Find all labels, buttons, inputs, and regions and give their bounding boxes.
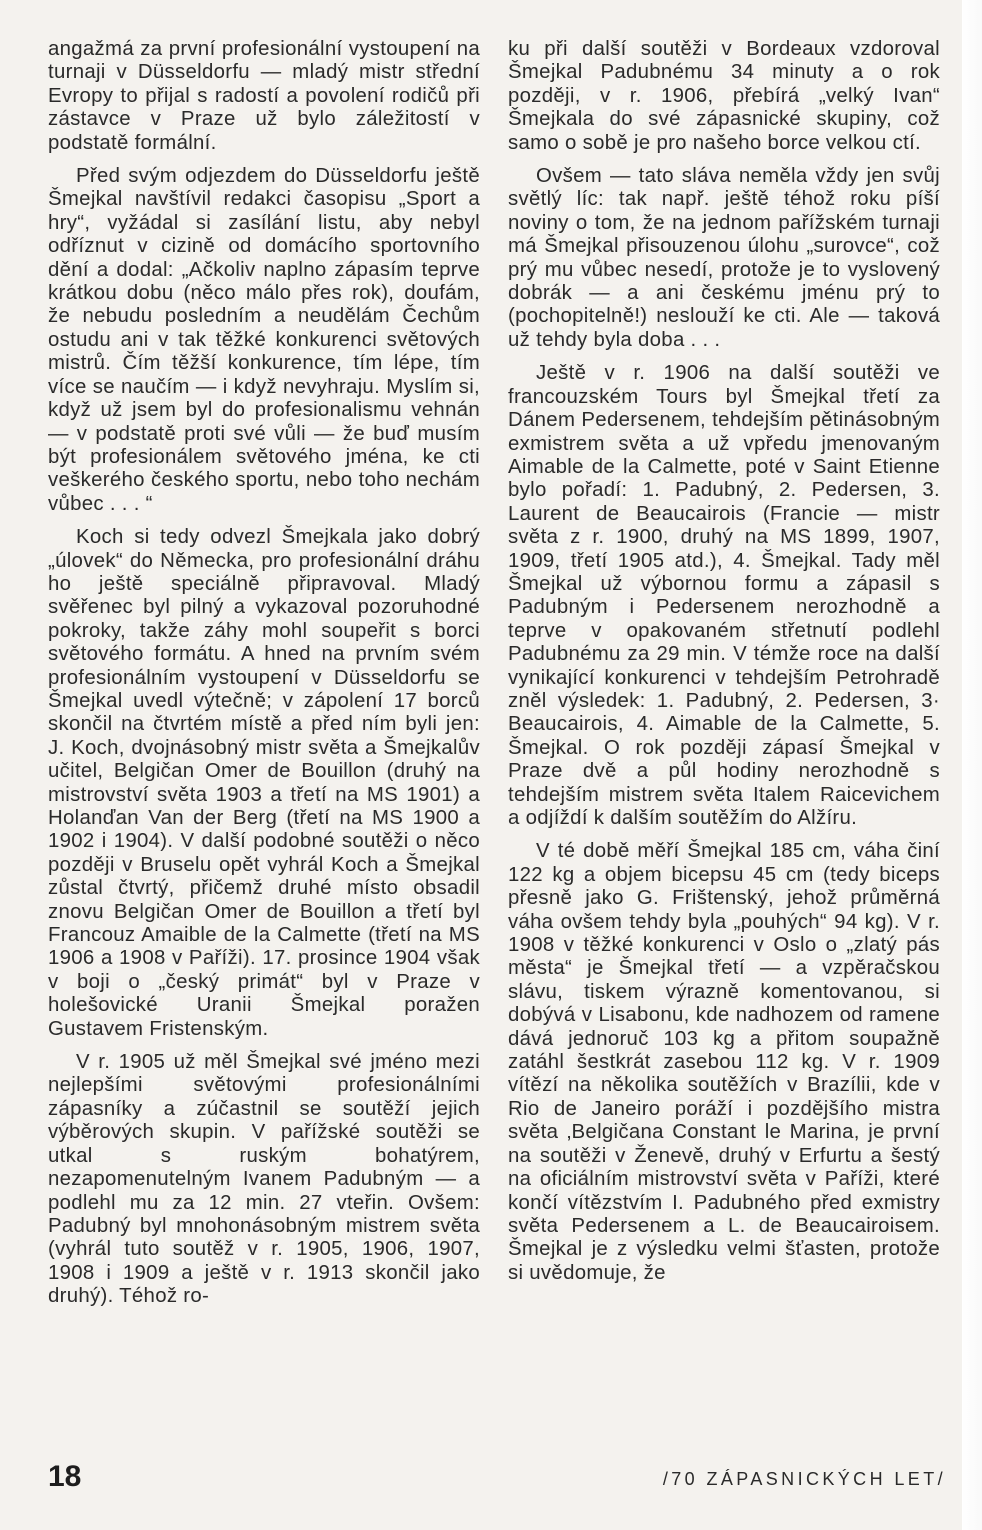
right-text-column [508,38,940,1295]
paragraph: ku při další soutěži v Bordeaux vzdoroval Šmejkal Padubnému 34 minuty a o rok později, v r. 1906, přebírá „velký Ivan“ Šmejkala do své zápasnické skupiny, což samo o sobě je pro našeho borce velkou ctí. [508,38,940,154]
running-title: /70 ZÁPASNICKÝCH LET/ [662,1469,946,1489]
page-number: 18 [48,1460,82,1493]
left-text-column [48,38,480,1319]
paragraph: Ještě v r. 1906 na další soutěži ve francouzském Tours byl Šmejkal třetí za Dánem Pedersenem, tehdejším pětinásobným exmistrem světa a už vpředu jmenovaným Aimable de la Calmette, poté v Saint Etienne bylo pořadí: 1. Padubný, 2. Pedersen, 3. Laurent de Beaucairois (Francie — mistr světa z r. 1900, druhý na MS 1899, 1907, 1909, třetí 1905 atd.), 4. Šmejkal. Tady měl Šmejkal už výbornou formu a zápasil s Padubným i Pedersenem nerozhodně a teprve v opakovaném střetnutí podlehl Padubnému za 29 min. V témže roce na další vynikající konkurenci v tehdejším Petrohradě zněl výsledek: 1. Padubný, 2. Pedersen, 3· Beaucairois, 4. Aimable de la Calmette, 5. Šmejkal. O rok později zápasí Šmejkal v Praze dvě a půl hodiny nerozhodně s tehdejším mistrem světa Italem Raicevichem a odjíždí k dalším soutěžím do Alžíru. [508,362,940,829]
page-edge [962,0,982,1530]
paragraph: Před svým odjezdem do Düsseldorfu ještě Šmejkal navštívil redakci časopisu „Sport a hry“, vyžádal si zasílání listu, aby nebyl odříznut v cizině od domácího sportovního dění a dodal: „Ačkoliv naplno zápasím teprve krátkou dobu (něco málo přes rok), doufám, že nebudu posledním a neudělám Čechům ostudu ani v tak těžké konkurenci světových mistrů. Čím těžší konkurence, tím lépe, tím více se naučím — i když nevyhraju. Myslím si, když už jsem byl do profesionalismu vehnán — v podstatě proti své vůli — že buď musím být profesionálem světového jména, ke cti veškerého českého sportu, nebo toho nechám vůbec . . . “ [48,165,480,515]
paragraph: Koch si tedy odvezl Šmejkala jako dobrý „úlovek“ do Německa, pro profesionální dráhu ho ještě speciálně připravoval. Mladý svěřenec byl pilný a vykazoval pozoruhodné pokroky, takže záhy mohl soupeřit s borci světového formátu. A hned na prvním svém profesionálním vystoupení v Düsseldorfu se Šmejkal uvedl výtečně; v zápolení 17 borců skončil na čtvrtém místě a před ním byli jen: J. Koch, dvojnásobný mistr světa a Šmejkalův učitel, Belgičan Omer de Bouillon (druhý na mistrovství světa 1903 a třetí na MS 1901) a Holanďan Van der Berg (třetí na MS 1900 a 1902 i 1904). V další podobné soutěži o něco později v Bruselu opět vyhrál Koch a Šmejkal zůstal čtvrtý, přičemž druhé místo obsadil znovu Belgičan Omer de Bouillon a třetí byl Francouz Amaible de la Calmette (třetí na MS 1906 a 1908 v Paříži). 17. prosince 1904 však v boji o „český primát“ byl v Praze v holešovické Uranii Šmejkal poražen Gustavem Fristenským. [48,526,480,1040]
paragraph: V té době měří Šmejkal 185 cm, váha činí 122 kg a objem bicepsu 45 cm (tedy biceps přesně jako G. Frištenský, jehož průměrná váha ovšem tehdy byla „pouhých“ 94 kg). V r. 1908 v těžké konkurenci v Oslo o „zlatý pás města“ je Šmejkal třetí — a vzpěračskou slávu, tiskem výrazně komentovanou, si dobývá v Lisabonu, kde nadhozem od ramene dává jednoruč 103 kg a přitom soupažně zatáhl šestkrát zasebou 112 kg. V r. 1909 vítězí na několika soutěžích v Brazílii, kde v Rio de Janeiro poráží i pozdějšího mistra světa ‚Belgičana Constant le Marina, je první na soutěži v Ženevě, druhý v Erfurtu a šestý na oficiálním mistrovství světa v Paříži, které končí vítězstvím I. Padubného před exmistry světa Pedersenem a L. de Beaucairoisem. Šmejkal je z výsledku velmi šťasten, protože si uvědomuje, že [508,840,940,1284]
paragraph: angažmá za první profesionální vystoupení na turnaji v Düsseldorfu — mladý mistr střední Evropy to přijal s radostí a povolení rodičů při zástavce v Praze už bylo záležitostí v podstatě formální. [48,38,480,154]
paragraph: V r. 1905 už měl Šmejkal své jméno mezi nejlepšími světovými profesionálními zápasníky a zúčastnil se soutěží jejich výběrových skupin. V pařížské soutěži se utkal s ruským bohatýrem, nezapomenutelným Ivanem Padubným — a podlehl mu za 12 min. 27 vteřin. Ovšem: Padubný byl mnohonásobným mistrem světa (vyhrál tuto soutěž v r. 1905, 1906, 1907, 1908 i 1909 a ještě v r. 1913 skončil jako druhý). Téhož ro- [48,1051,480,1308]
paragraph: Ovšem — tato sláva neměla vždy jen svůj světlý líc: tak např. ještě téhož roku píší noviny o tom, že na jednom pařížském turnaji má Šmejkal přisouzenou úlohu „surovce“, což prý mu vůbec nesedí, protože je to vyslovený dobrák — a ani českému jménu prý to (pochopitelně!) neslouží ke cti. Ale — taková už tehdy byla doba . . . [508,165,940,351]
